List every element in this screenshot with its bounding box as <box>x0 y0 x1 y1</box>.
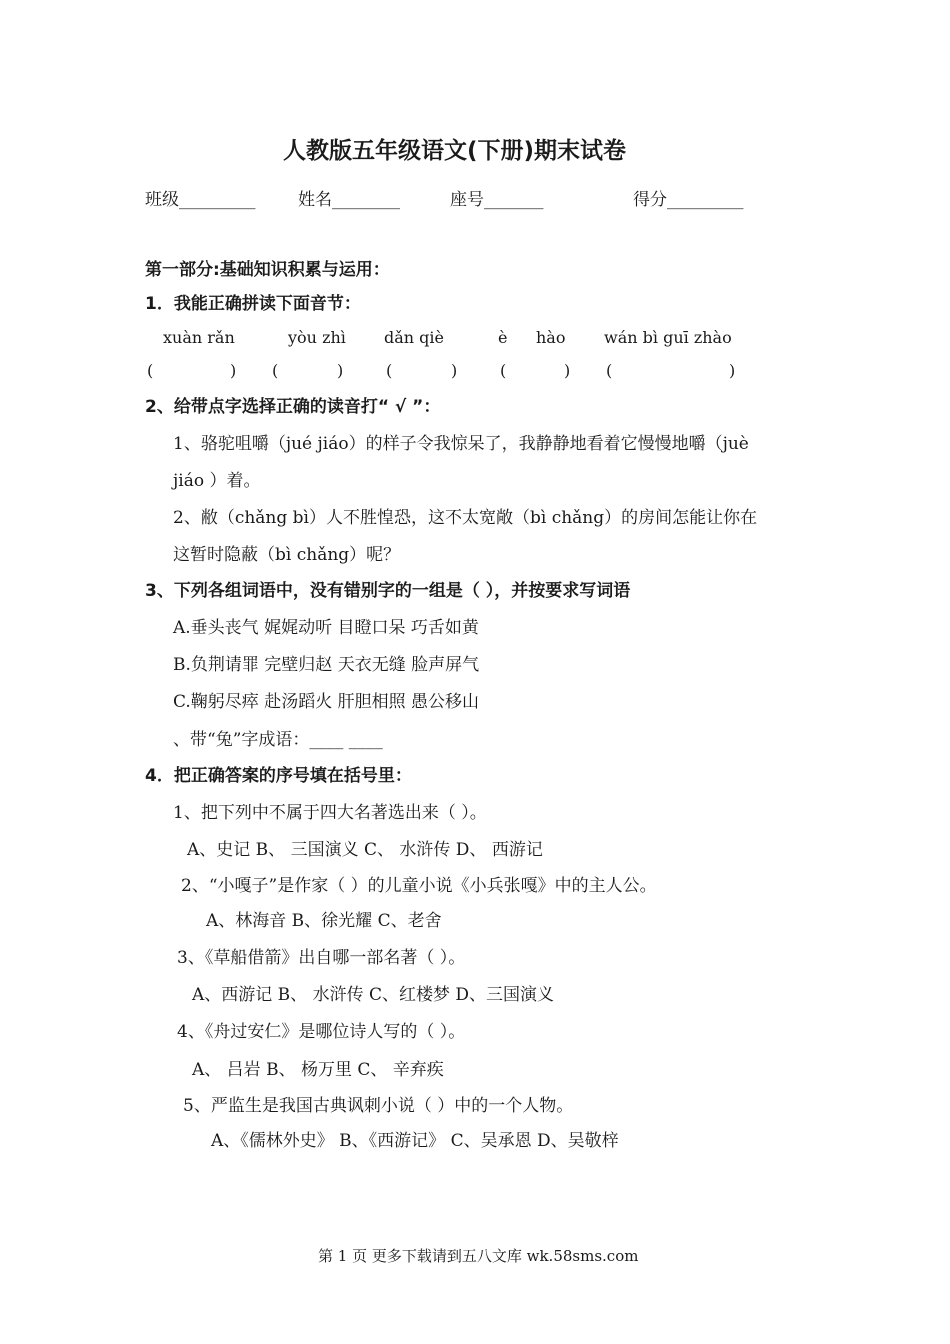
q4-options: A、 吕岩 B、 杨万里 C、 辛弃疾 <box>192 1060 444 1080</box>
pinyin-item: yòu zhì <box>288 328 346 347</box>
answer-blank-open: ( <box>606 361 613 380</box>
page-title: 人教版五年级语文(下册)期末试卷 <box>283 138 627 164</box>
pinyin-item: hào <box>536 328 566 347</box>
q4-options: A、《儒林外史》 B、《西游记》 C、吴承恩 D、吴敬梓 <box>211 1131 619 1151</box>
q3-heading: 3、下列各组词语中，没有错别字的一组是（ ），并按要求写词语 <box>145 581 631 601</box>
q4-options: A、西游记 B、 水浒传 C、红楼梦 D、三国演义 <box>192 985 555 1005</box>
q2-line: 2、敝（chǎng bì）人不胜惶恐，这不太宽敞（bì chǎng）的房间怎能让你在 <box>173 508 758 528</box>
pinyin-item: wán bì guī zhào <box>604 328 732 347</box>
q2-heading: 2、给带点字选择正确的读音打“ √ ”： <box>145 397 441 417</box>
answer-blank-open: ( <box>386 361 393 380</box>
pinyin-item: è <box>498 328 508 347</box>
q3-option-b: B.负荆请罪 完壁归赵 天衣无缝 脸声屏气 <box>173 655 480 675</box>
q4-sub-question: 4、《舟过安仁》是哪位诗人写的（ ）。 <box>177 1022 466 1042</box>
q4-sub-question: 2、“小嘎子”是作家（ ）的儿童小说《小兵张嘎》中的主人公。 <box>181 876 657 896</box>
answer-blank-close: ) <box>564 361 571 380</box>
page-footer: 第 1 页 更多下载请到五八文库 wk.58sms.com <box>318 1247 639 1265</box>
q3-idiom-prompt: 、带“兔”字成语：____ ____ <box>173 730 383 750</box>
pinyin-item: dǎn qiè <box>384 328 444 347</box>
q3-option-c: C.鞠躬尽瘁 赴汤蹈火 肝胆相照 愚公移山 <box>173 692 480 712</box>
pinyin-item: xuàn rǎn <box>163 328 235 347</box>
q4-sub-question: 5、严监生是我国古典讽刺小说（ ）中的一个人物。 <box>183 1096 574 1116</box>
q4-heading: 4．把正确答案的序号填在括号里： <box>145 766 412 786</box>
name-field[interactable]: 姓名________ <box>298 190 400 210</box>
class-field[interactable]: 班级_________ <box>145 190 256 210</box>
answer-blank-open: ( <box>147 361 154 380</box>
answer-blank-close: ) <box>337 361 344 380</box>
answer-blank-open: ( <box>272 361 279 380</box>
seat-field[interactable]: 座号_______ <box>450 190 544 210</box>
q4-options: A、史记 B、 三国演义 C、 水浒传 D、 西游记 <box>187 840 543 860</box>
answer-blank-open: ( <box>500 361 507 380</box>
answer-blank-close: ) <box>230 361 237 380</box>
q2-line: jiáo ）着。 <box>173 471 261 491</box>
score-field[interactable]: 得分_________ <box>633 190 744 210</box>
q4-options: A、林海音 B、徐光耀 C、老舍 <box>206 911 442 931</box>
answer-blank-close: ) <box>729 361 736 380</box>
q3-option-a: A.垂头丧气 娓娓动听 目瞪口呆 巧舌如黄 <box>173 618 479 638</box>
q2-line: 1、骆驼咀嚼（jué jiáo）的样子令我惊呆了，我静静地看着它慢慢地嚼（juè <box>173 434 749 454</box>
q1-heading: 1．我能正确拼读下面音节： <box>145 294 361 314</box>
answer-blank-close: ) <box>451 361 458 380</box>
q4-sub-question: 3、《草船借箭》出自哪一部名著（ ）。 <box>177 948 466 968</box>
q2-line: 这暂时隐蔽（bì chǎng）呢？ <box>173 545 401 565</box>
q4-sub-question: 1、把下列中不属于四大名著选出来（ ）。 <box>173 803 487 823</box>
part1-heading: 第一部分:基础知识积累与运用： <box>145 260 390 280</box>
